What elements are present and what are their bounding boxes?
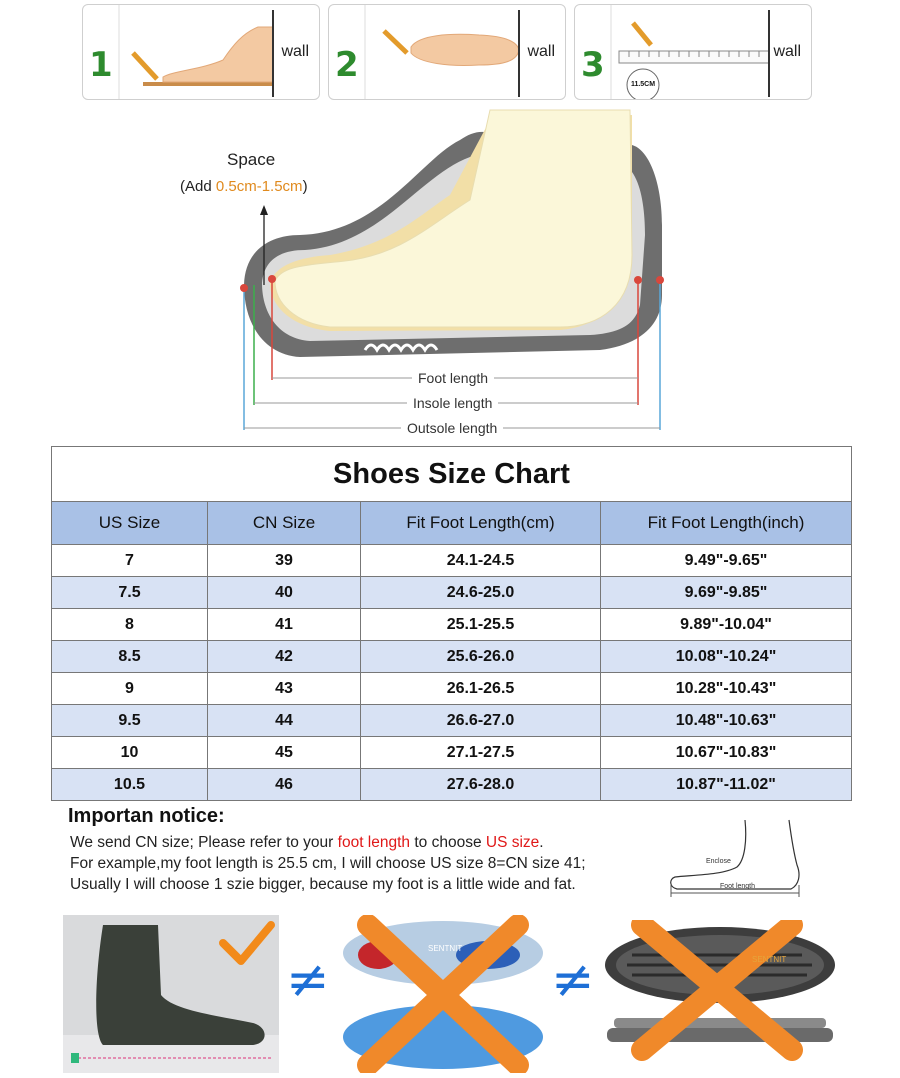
us-size-highlight: US size: [485, 834, 540, 851]
cell-us-size: 8.5: [52, 641, 208, 673]
foot-length-highlight: foot length: [337, 834, 411, 851]
step-number: 2: [335, 45, 359, 85]
cell-length-inch: 9.89"-10.04": [601, 609, 852, 641]
notice-line-3: Usually I will choose 1 szie bigger, because my foot is a little wide and fat.: [70, 876, 576, 893]
sketch-foot-length-label: Foot length: [720, 883, 756, 890]
step-panel-3: [574, 4, 812, 100]
not-equal-icon: ≠: [286, 950, 330, 1010]
size-chart-title: Shoes Size Chart: [52, 447, 852, 502]
foot-length-label: Foot length: [412, 370, 494, 386]
insole-photo: [338, 915, 548, 1073]
step-number: 3: [581, 45, 605, 85]
size-chart-table: [51, 446, 852, 801]
table-row: [52, 609, 852, 641]
ruler-reading: 11.5CM: [630, 81, 656, 88]
cell-length-cm: 26.6-27.0: [361, 705, 601, 737]
outsole-length-label: Outsole length: [401, 420, 503, 436]
cell-us-size: 9: [52, 673, 208, 705]
cell-length-cm: 27.6-28.0: [361, 769, 601, 801]
not-equal-icon: ≠: [551, 950, 595, 1010]
step-number: 1: [89, 45, 113, 85]
cell-cn-size: 46: [208, 769, 361, 801]
cell-cn-size: 41: [208, 609, 361, 641]
table-row: [52, 769, 852, 801]
cell-length-cm: 25.1-25.5: [361, 609, 601, 641]
cell-us-size: 10: [52, 737, 208, 769]
header-foot-length-inch: Fit Foot Length(inch): [601, 502, 852, 545]
cell-cn-size: 40: [208, 577, 361, 609]
outsole-photo: [602, 920, 838, 1078]
cell-length-inch: 9.49"-9.65": [601, 545, 852, 577]
cell-us-size: 7: [52, 545, 208, 577]
step-panel-2: [328, 4, 566, 100]
cell-cn-size: 44: [208, 705, 361, 737]
foot-shape: [275, 110, 632, 327]
space-range: 0.5cm-1.5cm: [215, 178, 303, 195]
cell-length-cm: 24.1-24.5: [361, 545, 601, 577]
cell-us-size: 8: [52, 609, 208, 641]
wall-label: wall: [281, 43, 309, 60]
header-foot-length-cm: Fit Foot Length(cm): [361, 502, 601, 545]
svg-text:SENTNIT: SENTNIT: [752, 955, 787, 964]
cell-length-cm: 25.6-26.0: [361, 641, 601, 673]
cell-length-inch: 10.28"-10.43": [601, 673, 852, 705]
header-us-size: US Size: [52, 502, 208, 545]
cell-length-inch: 10.87"-11.02": [601, 769, 852, 801]
header-cn-size: CN Size: [208, 502, 361, 545]
cell-cn-size: 45: [208, 737, 361, 769]
wall-label: wall: [527, 43, 555, 60]
svg-text:SENTNIT: SENTNIT: [428, 944, 463, 953]
notice-line-2: For example,my foot length is 25.5 cm, I will choose US size 8=CN size 41;: [70, 855, 586, 872]
cell-us-size: 9.5: [52, 705, 208, 737]
cell-length-cm: 26.1-26.5: [361, 673, 601, 705]
foot-model-photo: [63, 915, 279, 1073]
cell-length-cm: 27.1-27.5: [361, 737, 601, 769]
cell-cn-size: 43: [208, 673, 361, 705]
table-header-row: [52, 502, 852, 545]
notice-line-1: We send CN size; Please refer to your foot length to choose US size.: [70, 834, 544, 851]
table-row: [52, 641, 852, 673]
space-note: (Add 0.5cm-1.5cm): [180, 178, 308, 195]
cell-length-inch: 9.69"-9.85": [601, 577, 852, 609]
cell-length-inch: 10.08"-10.24": [601, 641, 852, 673]
table-row: [52, 577, 852, 609]
insole-length-label: Insole length: [407, 395, 498, 411]
cell-length-inch: 10.48"-10.63": [601, 705, 852, 737]
cell-cn-size: 39: [208, 545, 361, 577]
shoe-length-diagram: [0, 105, 900, 440]
cell-cn-size: 42: [208, 641, 361, 673]
space-label: Space: [227, 150, 276, 169]
step-panel-1: [82, 4, 320, 100]
cell-length-cm: 24.6-25.0: [361, 577, 601, 609]
cell-us-size: 10.5: [52, 769, 208, 801]
notice-title: Importan notice:: [68, 805, 225, 827]
wall-label: wall: [773, 43, 801, 60]
cell-us-size: 7.5: [52, 577, 208, 609]
table-row: [52, 737, 852, 769]
table-row: [52, 545, 852, 577]
sketch-enclose-label: Enclose: [706, 858, 731, 865]
table-row: [52, 673, 852, 705]
cell-length-inch: 10.67"-10.83": [601, 737, 852, 769]
table-row: [52, 705, 852, 737]
